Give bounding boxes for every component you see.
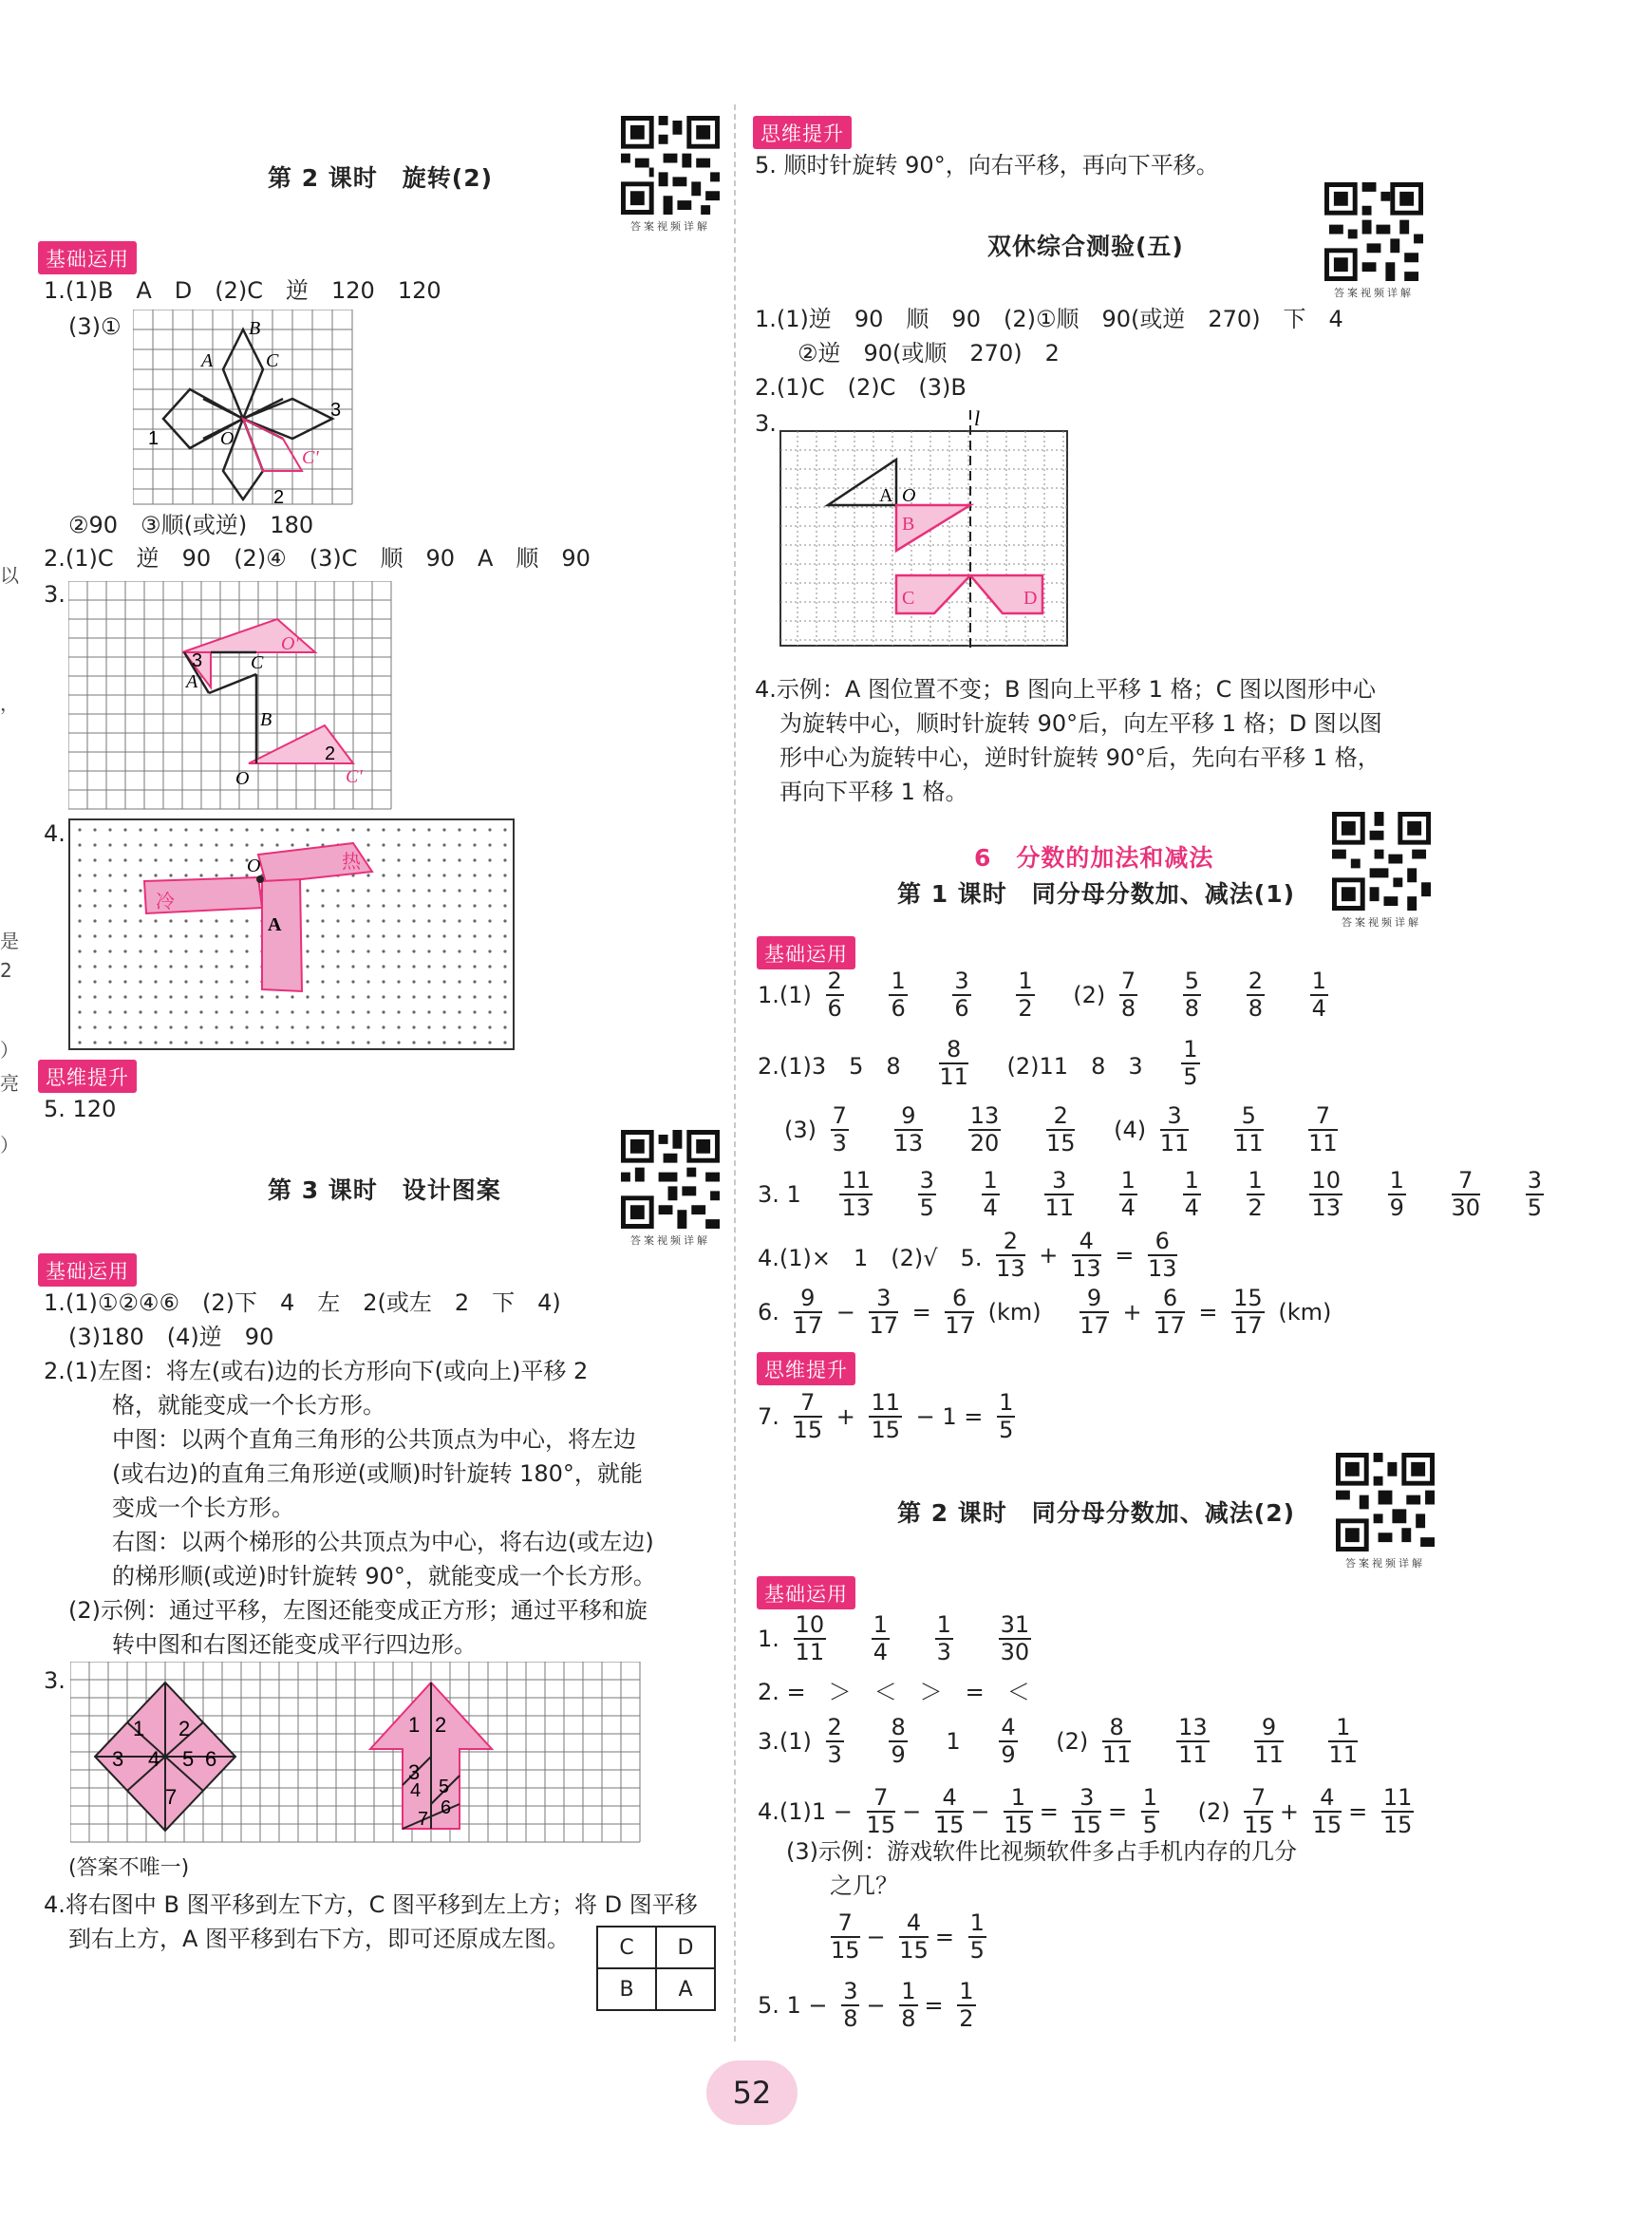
edge-char: ） xyxy=(0,1134,19,1157)
answer-paragraph: 4.示例：A 图位置不变；B 图向上平移 1 格；C 图以图形中心 为旋转中心，顺时针旋转 90°后，向左平移 1 格；D 图以图 形中心为旋转中心，逆时针旋转 90°后，先向右平移 1 格， 再向下平移 1 格。 xyxy=(755,676,1382,805)
solution-table xyxy=(596,1926,716,2011)
label-C-prime: C' xyxy=(302,447,319,468)
label-3: 3 xyxy=(112,1747,124,1771)
answer-fractions: 3.(1) $\frac{2}{3}$ $\frac{8}{9}$ 1 $\frac{4}{9}$ (2) $\frac{8}{11}$ $\frac{13}{11}$ $\frac{9}{11}$ $\frac{1}{11}$ xyxy=(758,1714,1358,1768)
label-3: 3 xyxy=(408,1760,421,1784)
answer-fractions: 3. 1 $\frac{11}{13}$ $\frac{3}{5}$ $\frac{1}{4}$ $\frac{3}{11}$ $\frac{1}{4}$ $\frac{1}{4}$ $\frac{1}{2}$ $\frac{10}{13}$ $\frac{1}{9}$ $\frac{7}{30}$ $\frac{3}{5}$ xyxy=(758,1167,1542,1221)
qr-code[interactable] xyxy=(621,116,720,234)
qr-code-icon xyxy=(1324,182,1423,281)
section-tag-think: 思维提升 xyxy=(757,1352,855,1385)
answer-line: 1.(1)逆 90 顺 90 (2)①顺 90(或逆 270) 下 4 xyxy=(755,306,1343,332)
answer-paragraph: 4.将右图中 B 图平移到左下方，C 图平移到左上方；将 D 图平移 到右上方，A 图平移到右下方，即可还原成左图。 xyxy=(44,1891,698,1952)
label-A: A xyxy=(186,671,198,692)
edge-char: 亮 xyxy=(0,1072,19,1095)
label-A: A xyxy=(201,350,214,371)
edge-char: 是 xyxy=(0,930,19,952)
answer-fractions: 5. 1 − $\frac{3}{8}$ − $\frac{1}{8}$ = $\frac{1}{2}$ xyxy=(758,1978,974,2032)
label-3: 3 xyxy=(330,400,342,421)
section-tag-basic: 基础运用 xyxy=(757,1576,855,1609)
answer-paragraph: 2.(1)左图：将左(或右)边的长方形向下(或向上)平移 2 格，就能变成一个长方形。 中图：以两个直角三角形的公共顶点为中心，将左边 (或右边)的直角三角形逆(或顺)时针旋转 180°，就能 变成一个长方形。 右图：以两个梯形的公共顶点为中心，将右边(或左边) 的梯形顺(或逆)时针旋转 90°，就能变成一个长方形。 (2)示例：通过平移，左图还能变成正方形；通过平移和旋 转中图和右图还能变成平行四边形。 xyxy=(44,1358,656,1658)
label-3: 3 xyxy=(192,650,203,671)
section-tag-think: 思维提升 xyxy=(753,116,852,149)
label-2: 2 xyxy=(435,1713,447,1737)
answer-fractions: 4.(1)× 1 (2)√ 5. $\frac{2}{13}$ + $\frac{4}{13}$ = $\frac{6}{13}$ xyxy=(758,1228,1177,1282)
figure-rotation-flower xyxy=(133,310,356,513)
page-number: 52 xyxy=(706,2060,798,2125)
label-1: 1 xyxy=(133,1717,145,1740)
label-2: 2 xyxy=(273,487,285,508)
answer-line: 4. xyxy=(44,820,66,847)
label-A: A xyxy=(268,914,282,935)
label-6: 6 xyxy=(205,1747,217,1771)
answer-fractions: 1. $\frac{10}{11}$ $\frac{1}{4}$ $\frac{1}{3}$ $\frac{31}{30}$ xyxy=(758,1611,1030,1665)
table-cell: A xyxy=(656,1968,715,2010)
label-O: O xyxy=(220,428,235,449)
qr-caption: 答案视频详解 xyxy=(630,1234,710,1247)
qr-caption: 答案视频详解 xyxy=(630,220,710,233)
answer-fractions: $\frac{7}{15}$ − $\frac{4}{15}$ = $\frac{1}{5}$ xyxy=(831,1909,985,1964)
label-5: 5 xyxy=(439,1777,450,1797)
label-O: O xyxy=(902,485,916,506)
label-7: 7 xyxy=(418,1809,429,1830)
label-l: l xyxy=(974,410,981,430)
answer-line: (3)① xyxy=(68,313,122,340)
answer-line: 1.(1)B A D (2)C 逆 120 120 xyxy=(44,277,441,304)
label-1: 1 xyxy=(408,1713,421,1737)
edge-char: 2 xyxy=(0,959,12,982)
label-5: 5 xyxy=(182,1747,195,1771)
answer-line: 3. xyxy=(44,1667,66,1694)
label-O: O xyxy=(235,768,250,789)
edge-char: ， xyxy=(0,692,19,715)
qr-caption: 答案视频详解 xyxy=(1334,287,1414,299)
answer-line: 1.(1)①②④⑥ (2)下 4 左 2(或左 2 下 4) xyxy=(44,1289,561,1316)
qr-code-icon xyxy=(1336,1453,1435,1551)
qr-caption: 答案视频详解 xyxy=(1345,1557,1425,1570)
answer-line: (3)180 (4)逆 90 xyxy=(68,1324,274,1350)
label-B: B xyxy=(249,318,261,339)
label-cold: 冷 xyxy=(156,890,175,912)
label-2: 2 xyxy=(178,1717,191,1740)
figure-dot-grid xyxy=(68,818,516,1056)
qr-code[interactable] xyxy=(1332,812,1431,930)
qr-code-icon xyxy=(621,116,720,215)
label-7: 7 xyxy=(165,1785,178,1809)
label-O: O xyxy=(247,856,261,876)
section-title: 第 3 课时 设计图案 xyxy=(268,1176,501,1204)
answer-line: 3. xyxy=(755,410,777,437)
answer-line: 5. 120 xyxy=(44,1096,117,1122)
label-4: 4 xyxy=(148,1747,160,1771)
label-1: 1 xyxy=(148,428,160,449)
label-6: 6 xyxy=(441,1797,452,1818)
label-B: B xyxy=(902,514,915,535)
answer-line: 2. = ＞ ＜ ＞ = ＜ xyxy=(758,1679,1030,1705)
answer-line: 2.(1)C 逆 90 (2)④ (3)C 顺 90 A 顺 90 xyxy=(44,545,591,572)
answer-fractions: 7. $\frac{7}{15}$ + $\frac{11}{15}$ − 1 = $\frac{1}{5}$ xyxy=(758,1389,1014,1443)
answer-fractions: 2.(1)3 5 8 $\frac{8}{11}$ (2)11 8 3 $\frac{1}{5}$ xyxy=(758,1036,1198,1090)
section-tag-basic: 基础运用 xyxy=(38,1253,137,1287)
section-title: 第 1 课时 同分母分数加、减法(1) xyxy=(897,880,1296,908)
answer-line: 5. 顺时针旋转 90°，向右平移，再向下平移。 xyxy=(755,152,1219,179)
label-hot: 热 xyxy=(342,850,361,873)
label-B: B xyxy=(260,709,272,730)
section-tag-basic: 基础运用 xyxy=(38,241,137,274)
answer-line: ②90 ③顺(或逆) 180 xyxy=(68,512,314,538)
section-tag-basic: 基础运用 xyxy=(757,936,855,969)
answer-line: 3. xyxy=(44,581,66,608)
qr-code[interactable] xyxy=(1336,1453,1435,1570)
table-cell: B xyxy=(597,1968,656,2010)
figure-translation xyxy=(779,410,1073,657)
answer-fractions: (3) $\frac{7}{3}$ $\frac{9}{13}$ $\frac{13}{20}$ $\frac{2}{15}$ (4) $\frac{3}{11}$ $\frac{5}{11}$ $\frac{7}{11}$ xyxy=(784,1102,1338,1157)
qr-code[interactable] xyxy=(1324,182,1423,300)
label-C: C xyxy=(251,652,264,673)
label-A: A xyxy=(879,485,893,506)
section-title: 第 2 课时 同分母分数加、减法(2) xyxy=(897,1499,1296,1527)
figure-design xyxy=(70,1662,644,1852)
answer-line: ②逆 90(或顺 270) 2 xyxy=(798,340,1060,367)
label-C: C xyxy=(266,350,279,371)
label-C: C xyxy=(902,588,915,609)
figure-rotation-triangles xyxy=(68,581,396,818)
qr-code-icon xyxy=(1332,812,1431,911)
answer-paragraph: (3)示例：游戏软件比视频软件多占手机内存的几分 之几？ xyxy=(786,1838,1297,1899)
edge-char: 以 xyxy=(0,564,19,587)
table-cell: D xyxy=(656,1927,715,1968)
answer-note: (答案不唯一) xyxy=(68,1856,190,1880)
chapter-title: 6 分数的加法和减法 xyxy=(974,844,1214,872)
answer-fractions: 6. $\frac{9}{17}$ − $\frac{3}{17}$ = $\frac{6}{17}$ (km) $\frac{9}{17}$ + $\frac{6}{17}$ = $\frac{15}{17}$ (km) xyxy=(758,1285,1332,1339)
label-4: 4 xyxy=(410,1780,422,1801)
section-tag-think: 思维提升 xyxy=(38,1060,137,1093)
qr-code[interactable] xyxy=(621,1130,720,1248)
section-title: 第 2 课时 旋转(2) xyxy=(268,164,494,192)
column-divider xyxy=(734,104,736,2041)
edge-char: ） xyxy=(0,1039,19,1062)
label-D: D xyxy=(1023,588,1038,609)
answer-line: 2.(1)C (2)C (3)B xyxy=(755,374,967,401)
label-2: 2 xyxy=(325,743,336,764)
table-cell: C xyxy=(597,1927,656,1968)
answer-fractions: 1.(1) $\frac{2}{6}$ $\frac{1}{6}$ $\frac{3}{6}$ $\frac{1}{2}$ (2) $\frac{7}{8}$ $\frac{5}{8}$ $\frac{2}{8}$ $\frac{1}{4}$ xyxy=(758,968,1326,1022)
label-C-prime: C' xyxy=(346,766,363,787)
qr-caption: 答案视频详解 xyxy=(1342,916,1421,929)
label-O-prime: O' xyxy=(281,633,299,654)
section-title: 双休综合测验(五) xyxy=(987,233,1184,260)
answer-fractions: 4.(1)1 − $\frac{7}{15}$ − $\frac{4}{15}$ − $\frac{1}{15}$ = $\frac{3}{15}$ = $\frac{1}{5}$ (2) $\frac{7}{15}$ + $\frac{4}{15}$ = $\frac{11}{15}$ xyxy=(758,1784,1413,1838)
qr-code-icon xyxy=(621,1130,720,1229)
